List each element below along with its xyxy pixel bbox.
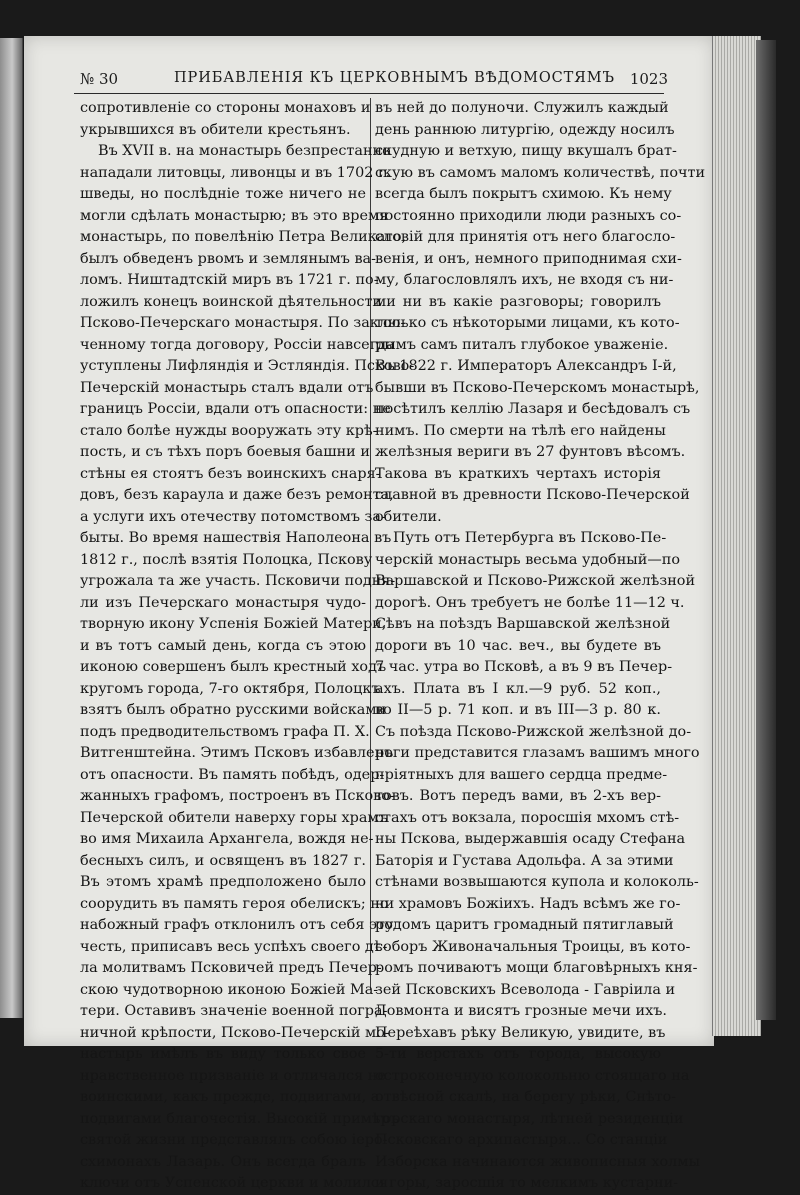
text-line: ла молитвамъ Псковичей предъ Печер- [80, 960, 382, 976]
text-line: 5-ти верстахъ отъ города, высокую [375, 1046, 661, 1062]
text-line: скою чудотворною иконою Божіей Ма- [80, 981, 379, 998]
text-line: укрывшихся въ обители крестьянъ. [80, 121, 351, 138]
text-line: венія, и онъ, немного приподнимая схи- [375, 250, 682, 267]
text-line: стѣны ея стоятъ безъ воинскихъ снаря- [80, 465, 381, 482]
text-line: границъ Россіи, вдали отъ опасности: не [80, 401, 391, 417]
text-line: уступлены Лифляндія и Эстляндія. Псково- [80, 358, 415, 374]
text-line: ны Пскова, выдержавшія осаду Стефана [375, 831, 686, 847]
text-line: ми ни въ какіе разговоры; говорилъ [375, 293, 661, 310]
text-line: роги представится глазамъ вашимъ много [375, 745, 700, 761]
text-line: монастырь, по повелѣнію Петра Великаго, [80, 229, 407, 245]
text-line: Баторія и Густава Адольфа. А за этими [375, 852, 674, 869]
text-line: пость, и съ тѣхъ поръ боевыя башни и [80, 444, 370, 460]
text-line: схимонахъ Лазарь. Онъ всегда бралъ [80, 1153, 366, 1170]
text-line: тери. Оставивъ значеніе военной погра- [80, 1003, 388, 1019]
text-line: нимъ. По смерти на тѣлѣ его найдены [375, 422, 666, 439]
text-line: Въ этомъ храмѣ предположено было [80, 874, 366, 890]
text-line: обители. [375, 508, 442, 525]
text-line: Въ XVII в. на монастырь безпрестанно [98, 143, 391, 159]
text-line: Довмонта и висятъ грозные мечи ихъ. [375, 1003, 667, 1019]
text-line: му, благословлялъ ихъ, не входя съ ни- [375, 272, 674, 288]
text-line: въ ней до полуночи. Служилъ каждый [375, 100, 669, 116]
text-line: угрожала та же участь. Псковичи подня- [80, 573, 396, 589]
header-rule [74, 93, 664, 94]
text-line: Въ 1822 г. Императоръ Александръ I-й, [375, 358, 677, 374]
text-line: быты. Во время нашествія Наполеона въ [80, 530, 392, 546]
text-line: пріятныхъ для вашего сердца предме- [375, 766, 668, 783]
text-line: словій для принятія отъ него благосло- [375, 229, 676, 245]
right-column [375, 98, 706, 1195]
text-line: во II—5 р. 71 коп. и въ III—3 р. 80 к. [375, 702, 661, 718]
text-line: всегда былъ покрытъ схимою. Къ нему [375, 186, 672, 202]
text-line: Печерскій монастырь сталъ вдали отъ [80, 379, 374, 396]
text-line: Такова въ краткихъ чертахъ исторія [375, 465, 661, 482]
text-line: нападали литовцы, ливонцы и въ 1702 г. [80, 164, 391, 181]
text-line: 1812 г., послѣ взятія Полоцка, Пскову [80, 551, 373, 568]
text-line: иконою совершенъ былъ крестный ходъ [80, 659, 387, 675]
text-line: подъ предводительствомъ графа П. Х. [80, 723, 370, 740]
text-line: жанныхъ графомъ, построенъ въ Псково- [80, 788, 395, 804]
text-line: дороги въ 10 час. веч., вы будете въ [375, 637, 661, 654]
text-line: горскаго монастыря, лѣтней резиденціи [375, 1110, 684, 1127]
text-line: честь, приписавъ весь успѣхъ своего дѣ- [80, 938, 388, 955]
text-line: рымъ самъ питалъ глубокое уваженіе. [375, 336, 669, 353]
text-line: довъ, безъ караула и даже безъ ремонта, [80, 487, 394, 503]
text-line: могли сдѣлать монастырю; въ это время [80, 207, 389, 224]
text-line: и горы, заросшія то мелкимъ кустарни- [375, 1175, 679, 1191]
text-line: а услуги ихъ отечеству потомствомъ за- [80, 508, 386, 525]
text-line: шведы, но послѣдніе тоже ничего не [80, 186, 366, 202]
text-line: бесныхъ силъ, и освященъ въ 1827 г. [80, 852, 366, 869]
text-line: скую въ самомъ маломъ количествѣ, почти [375, 164, 706, 181]
left-page-edge [0, 38, 23, 1018]
text-line: день раннюю литургію, одежду носилъ [375, 121, 675, 138]
text-line: ли изъ Печерскаго монастыря чудо- [80, 594, 366, 611]
text-line: Сѣвъ на поѣздъ Варшавской желѣзной [375, 616, 671, 632]
text-line: ченному тогда договору, Россіи навсегда [80, 336, 395, 353]
text-line: ничной крѣпости, Псково-Печерскій мо- [80, 1024, 390, 1041]
text-line: ложилъ конецъ воинской дѣятельности [80, 293, 383, 310]
text-line: только съ нѣкоторыми лицами, къ кото- [375, 315, 680, 331]
text-line: Путь отъ Петербурга въ Псково-Пе- [393, 530, 667, 546]
text-line: дорогѣ. Онъ требуетъ не болѣе 11—12 ч. [375, 594, 685, 611]
text-line: Печерской обители наверху горы храмъ [80, 809, 388, 826]
text-line: Варшавской и Псково-Рижской желѣзной [375, 573, 696, 589]
text-line: и въ тотъ самый день, когда съ этою [80, 637, 366, 654]
text-line: посѣтилъ келлію Лазаря и бесѣдовалъ съ [375, 401, 691, 417]
text-line: стахъ отъ вокзала, поросшія мхомъ стѣ- [375, 809, 680, 826]
text-line: Псково-Печерскаго монастыря. По заклю- [80, 315, 406, 331]
text-line: Витгенштейна. Этимъ Псковъ избавленъ [80, 745, 394, 761]
text-line: взятъ былъ обратно русскими войсками [80, 702, 387, 718]
text-line: сопротивленіе со стороны монаховъ и [80, 100, 371, 116]
text-line: зей Псковскихъ Всеволода - Гавріила и [375, 981, 676, 998]
text-line: Переѣхавъ рѣку Великую, увидите, въ [375, 1024, 666, 1041]
text-line: стало болѣе нужды вооружать эту крѣ- [80, 422, 378, 439]
text-line: былъ обведенъ рвомъ и землянымъ ва- [80, 250, 376, 267]
text-line: стѣнами возвышаются купола и колоколь- [375, 874, 699, 890]
text-line: кругомъ города, 7-го октября, Полоцкъ [80, 680, 381, 697]
page-stack-edge [712, 36, 761, 1036]
text-line: отвѣсной скалѣ, на берегу рѣки, Снѣто- [375, 1089, 677, 1105]
text-line: святой жизни представлялъ собою іеро- [80, 1132, 388, 1148]
running-header [56, 66, 668, 92]
text-line: подвигами благочестія. Высокій примѣръ [80, 1110, 399, 1127]
text-line: творную икону Успенія Божіей Матери, [80, 616, 387, 632]
left-column [80, 98, 415, 1195]
text-line: ломъ. Ништадтскій миръ въ 1721 г. по- [80, 272, 379, 288]
text-line: нравственное призваніе и отличался не [80, 1067, 386, 1084]
text-line: ромъ почиваютъ мощи благовѣрныхъ кня- [375, 960, 698, 976]
text-line: настырь имѣлъ въ виду только свое [80, 1046, 366, 1062]
text-line: во имя Михаила Архангела, вождя не- [80, 831, 374, 847]
text-line: отъ опасности. Въ память побѣдъ, одер- [80, 766, 385, 783]
issue-number: № 30 [80, 70, 119, 88]
text-line: желѣзныя вериги въ 27 фунтовъ вѣсомъ. [375, 444, 686, 460]
text-line: 7 час. утра во Псковѣ, а въ 9 въ Печер- [375, 659, 673, 675]
text-line: товъ. Вотъ передъ вами, въ 2-хъ вер- [375, 788, 661, 804]
text-line: соборъ Живоначальныя Троицы, въ кото- [375, 938, 691, 955]
text-line: черскій монастырь весьма удобный—по [375, 551, 680, 568]
text-line: соорудить въ память героя обелискъ; но [80, 895, 389, 912]
text-line: ни храмовъ Божіихъ. Надъ всѣмъ же го- [375, 895, 681, 912]
text-line: Псковскаго архипастыря... Со станціи [375, 1132, 668, 1148]
text-line: воинскими, какъ прежде, подвигами, а [80, 1089, 380, 1105]
journal-title: ПРИБАВЛЕНІЯ КЪ ЦЕРКОВНЫМЪ ВѢДОМОСТЯМЪ [174, 70, 615, 86]
text-line: ключи отъ Успенской церкви и молился [80, 1175, 389, 1191]
text-line: постоянно приходили люди разныхъ со- [375, 207, 682, 224]
text-line: ахъ. Плата въ I кл.—9 руб. 52 коп., [375, 680, 661, 697]
binding-shadow [756, 40, 776, 1020]
text-line: родомъ царитъ громадный пятиглавый [375, 917, 674, 933]
text-line: набожный графъ отклонилъ отъ себя эту [80, 917, 394, 933]
text-line: славной въ древности Псково-Печерской [375, 487, 690, 503]
text-line: скудную и ветхую, пищу вкушалъ брат- [375, 143, 677, 159]
page-number: 1023 [629, 70, 668, 88]
text-line: остроконечную колокольню стоящаго на [375, 1067, 690, 1084]
text-line: Изборска начинаются живописныя холмы [375, 1153, 700, 1170]
text-line: бывши въ Псково-Печерскомъ монастырѣ, [375, 379, 700, 396]
text-line: Съ поѣзда Псково-Рижской желѣзной до- [375, 723, 692, 740]
